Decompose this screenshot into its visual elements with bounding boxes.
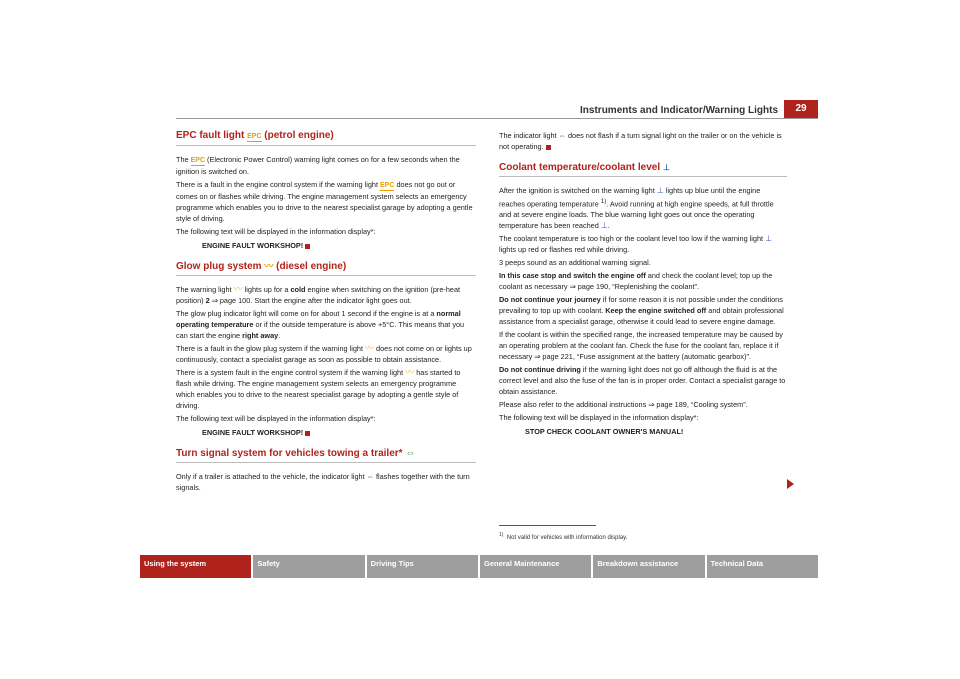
turn-signal-icon: ⇔	[558, 131, 566, 140]
paragraph: There is a fault in the glow plug system if the warning light 〰 does not come on or lights up continuously, contact a specialist garage as soon as possible to obtain assistance.	[176, 343, 472, 364]
epc-icon: EPC	[190, 157, 206, 164]
footnote-divider	[499, 525, 596, 526]
display-message: ENGINE FAULT WORKSHOP!	[176, 427, 476, 438]
section-end-icon	[546, 145, 551, 150]
paragraph: The warning light 〰 lights up for a cold engine when switching on the ignition (pre-heat position) 2 ⇒ page 100. Start the engine after the indicator light goes out.	[176, 284, 461, 305]
paragraph: The following text will be displayed in the information display*:	[176, 414, 376, 423]
footnote: $^{1)}$ Not valid for vehicles with information display.	[499, 532, 628, 541]
paragraph: There is a system fault in the engine control system if the warning light 〰 has started to flash while driving. The engine management system selects an emergency programme which enables you to drive to the nearest specialist garage by adopting a gentle style of driving.	[176, 367, 461, 410]
section-title-coolant: Coolant temperature/coolant level ⊥	[499, 162, 787, 177]
paragraph: The glow plug indicator light will come on for about 1 second if the engine is at a normal operating temperature or if the outside temperature is above +5°C. This means that you can start the engine right away.	[176, 309, 465, 340]
section-title-turn-signal: Turn signal system for vehicles towing a trailer* ⇔	[176, 448, 476, 463]
page-number: 29	[784, 100, 818, 118]
coolant-temperature-icon: ⊥	[656, 186, 664, 195]
coolant-temperature-icon: ⊥	[600, 221, 608, 231]
next-page-arrow-icon[interactable]	[787, 479, 794, 489]
right-column	[499, 130, 787, 440]
footer-nav	[140, 555, 818, 578]
tab-driving-tips[interactable]: Driving Tips	[367, 555, 480, 578]
tab-breakdown-assistance[interactable]: Breakdown assistance	[593, 555, 706, 578]
coolant-temperature-icon: ⊥	[765, 234, 773, 244]
chapter-title: Instruments and Indicator/Warning Lights	[580, 105, 778, 116]
paragraph: 3 peeps sound as an additional warning signal.	[499, 258, 651, 268]
paragraph: The EPC (Electronic Power Control) warning light comes on for a few seconds when the ignition is switched on.	[176, 155, 460, 176]
paragraph: The indicator light ⇔ does not flash if a turn signal light on the trailer or on the vehicle is not operating.	[499, 131, 782, 151]
paragraph: Please also refer to the additional instructions ⇒ page 189, “Cooling system”.	[499, 400, 748, 410]
paragraph: If the coolant is within the specified range, the increased temperature may be caused by an operating problem at the coolant fan. Check the fuse for the coolant fan, replace it if necessary ⇒ page 221, “Fuse assignment at the battery (automatic gearbox)”.	[499, 330, 783, 362]
glow-plug-icon: 〰	[264, 261, 274, 271]
paragraph: The following text will be displayed in the information display*:	[176, 227, 376, 236]
left-column	[176, 130, 476, 495]
paragraph: After the ignition is switched on the warning light ⊥ lights up blue until the engine reaches operating temperature $^{1)}$. Avoid running at high engine speeds, at full throttle and at severe engine loads. The blue warning light goes out once the operating temperature has been reached ⊥.	[499, 186, 774, 231]
paragraph: In this case stop and switch the engine off and check the coolant level; top up the coolant as necessary ⇒ page 190, “Replenishing the coolant”.	[499, 271, 773, 292]
glow-plug-icon: 〰	[233, 284, 243, 294]
tab-using-the-system[interactable]: Using the system	[140, 555, 253, 578]
paragraph: Do not continue your journey if for some reason it is not possible under the conditions prevailing to top up with coolant. Keep the engine switched off and obtain professional assistance from a specialist garage, otherwise it could lead to severe engine damage.	[499, 295, 784, 327]
footnote-reference[interactable]: 1)	[600, 198, 607, 205]
section-end-icon	[305, 431, 310, 436]
glow-plug-icon: 〰	[405, 367, 415, 377]
turn-signal-icon: ⇔	[366, 472, 374, 481]
tab-technical-data[interactable]: Technical Data	[707, 555, 818, 578]
section-end-icon	[305, 244, 310, 249]
epc-icon: EPC	[380, 182, 395, 189]
paragraph: Only if a trailer is attached to the vehicle, the indicator light ⇔ flashes together with the turn signals.	[176, 472, 470, 492]
turn-signal-icon: ⇔	[405, 448, 416, 459]
paragraph: Do not continue driving if the warning light does not go off although the fluid is at the correct level and also the fuse of the fan is in proper order. Contact a specialist garage to obtain assistance.	[499, 365, 786, 397]
tab-general-maintenance[interactable]: General Maintenance	[480, 555, 593, 578]
section-title-epc: EPC fault light EPC (petrol engine)	[176, 130, 476, 146]
coolant-temperature-icon: ⊥	[662, 163, 670, 172]
header-divider	[176, 118, 818, 119]
paragraph: The coolant temperature is too high or the coolant level too low if the warning light ⊥ lights up red or flashes red while driving.	[499, 234, 773, 255]
glow-plug-icon: 〰	[365, 343, 375, 353]
epc-icon: EPC	[247, 133, 262, 140]
tab-safety[interactable]: Safety	[253, 555, 366, 578]
paragraph: The following text will be displayed in the information display*:	[499, 413, 699, 423]
display-message: ENGINE FAULT WORKSHOP!	[176, 240, 476, 251]
paragraph: There is a fault in the engine control system if the warning light EPC does not go out or comes on or flashes while driving. The engine management system selects an emergency programme which enables you to drive to the nearest specialist garage by adopting a gentle style of driving.	[176, 180, 473, 223]
section-title-glow-plug: Glow plug system 〰 (diesel engine)	[176, 261, 476, 276]
display-message: STOP CHECK COOLANT OWNER'S MANUAL!	[525, 427, 684, 437]
